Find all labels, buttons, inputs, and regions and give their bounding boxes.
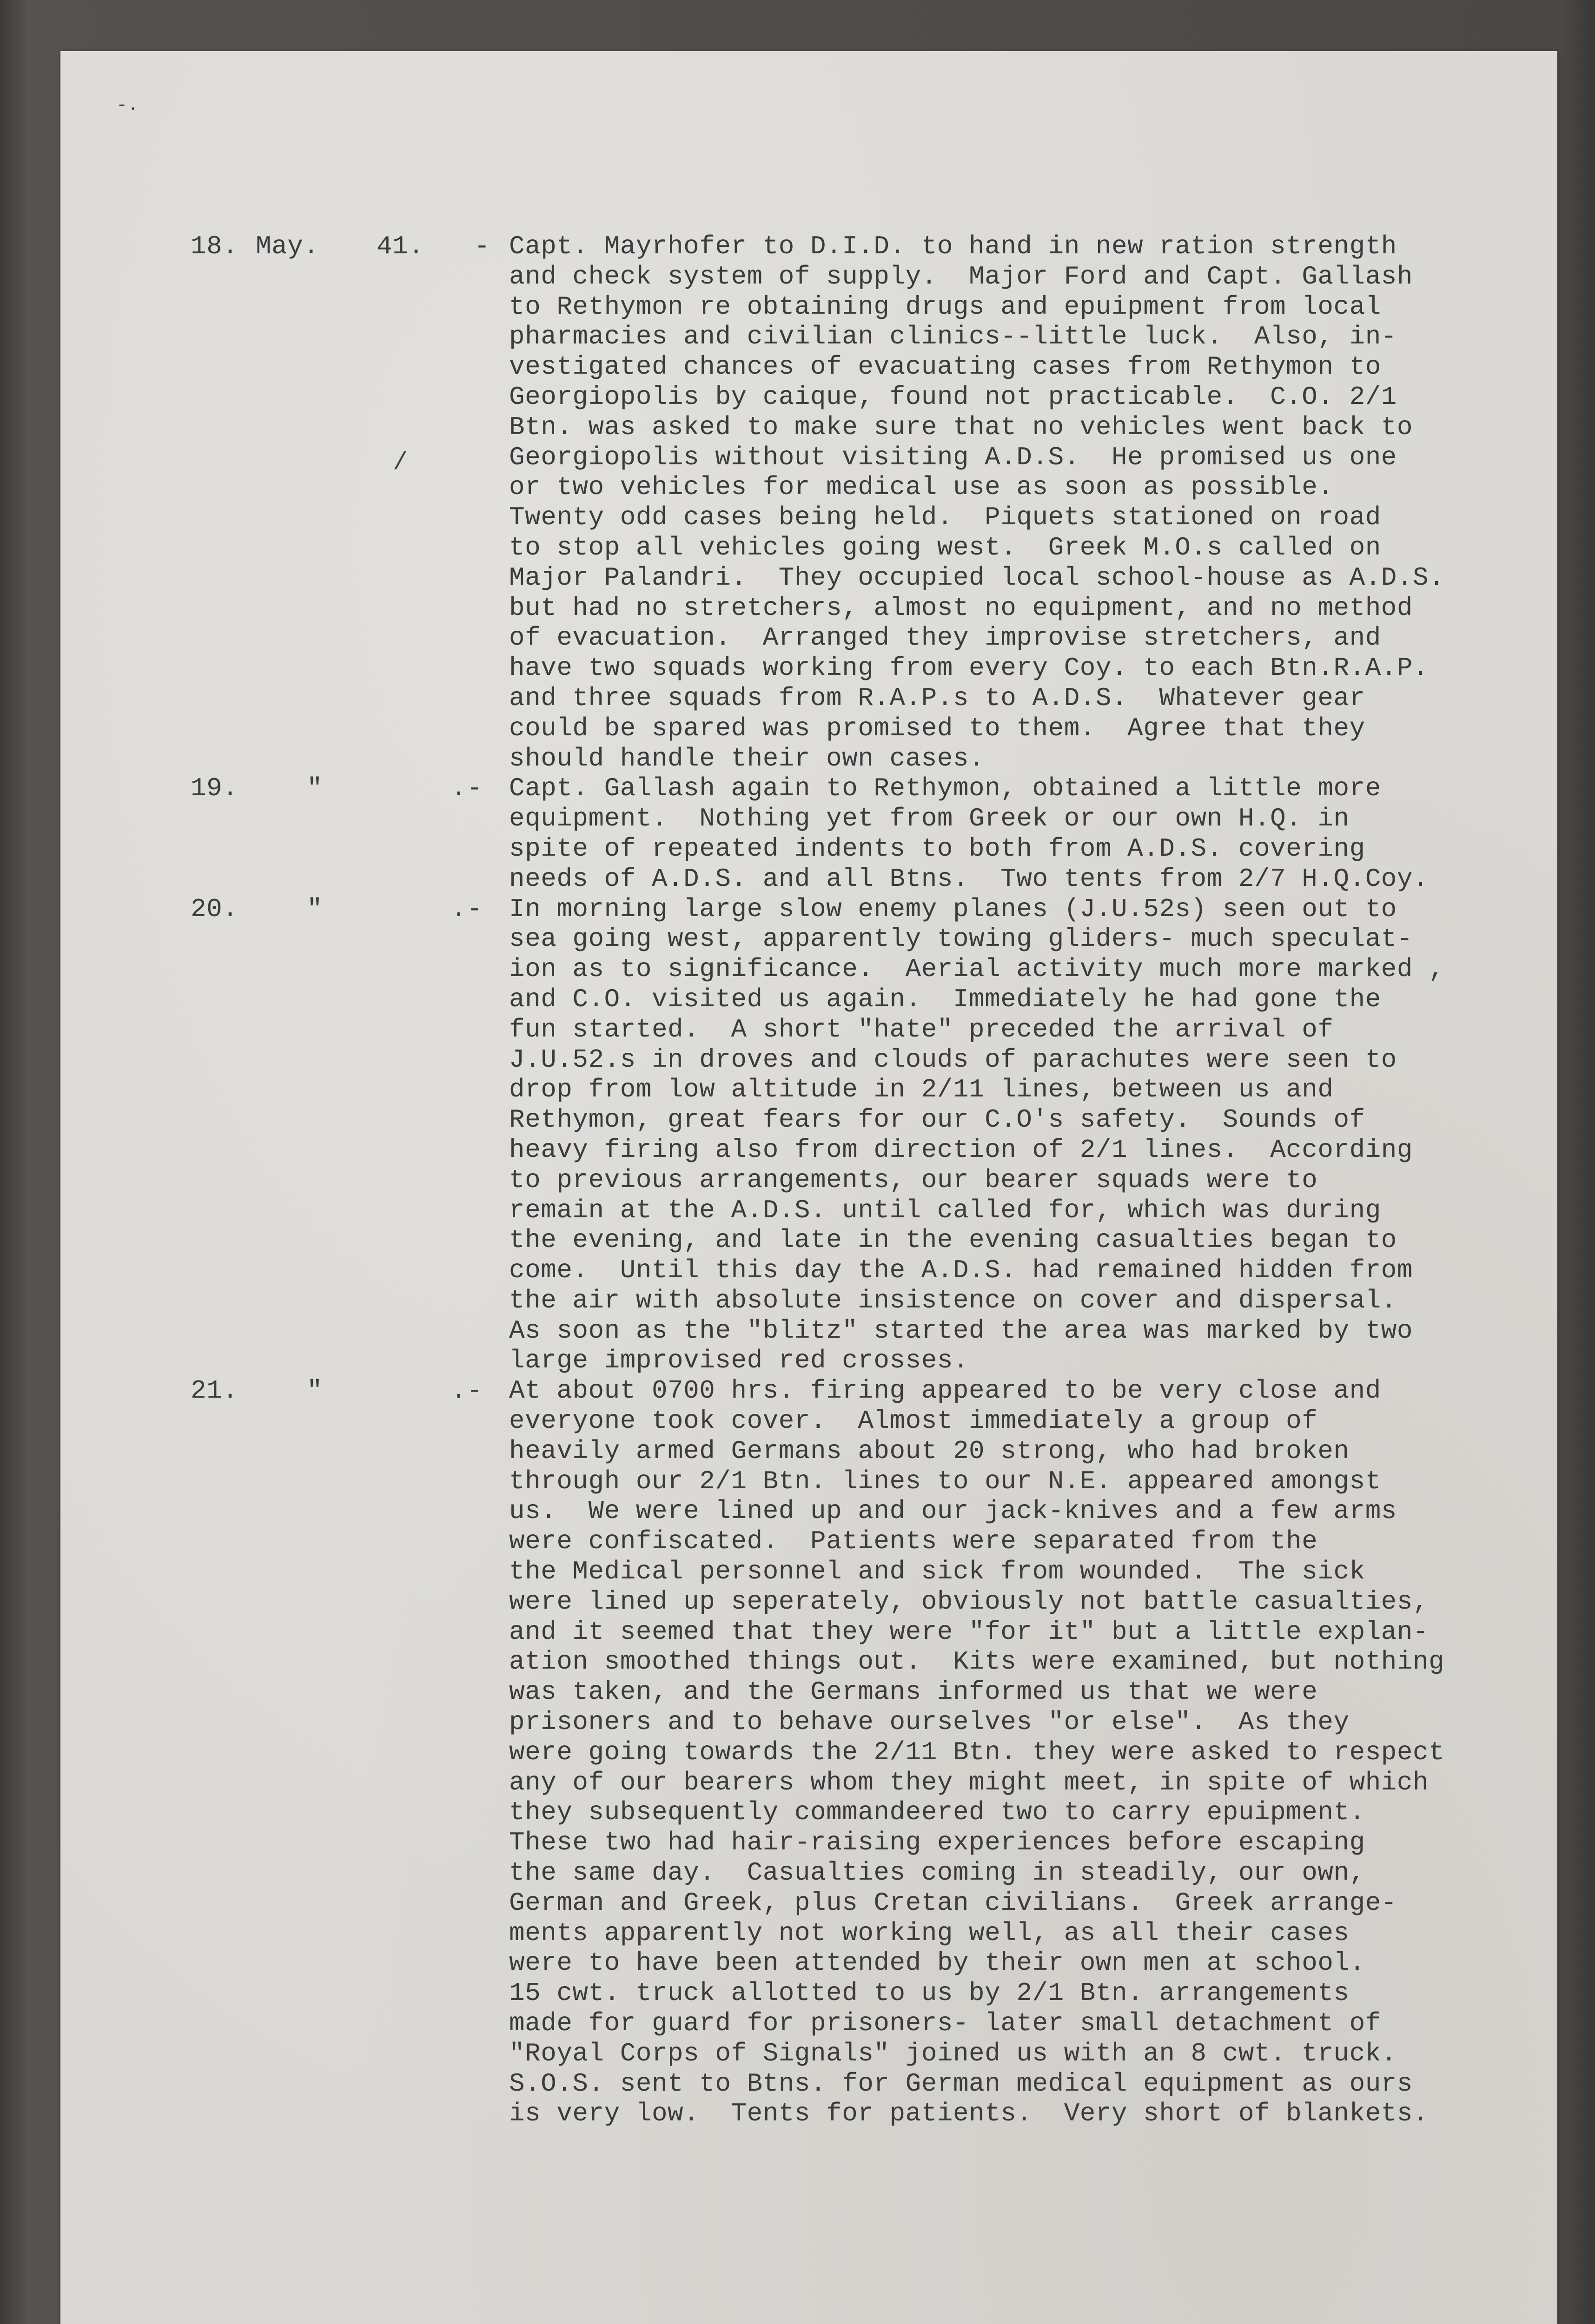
entry-line: the air with absolute insistence on cover and dispersal. [509,1285,1397,1315]
entry-line: were confiscated. Patients were separated from the [509,1526,1318,1557]
entry-line: At about 0700 hrs. firing appeared to be very close and [509,1376,1381,1406]
entry-line: the evening, and late in the evening casualties began to [509,1225,1397,1255]
entry-line: S.O.S. sent to Btns. for German medical equipment as ours [509,2068,1413,2099]
entry-line: drop from low altitude in 2/11 lines, between us and [509,1075,1334,1105]
entry-line: everyone took cover. Almost immediately a group of [509,1406,1318,1436]
entry-line: needs of A.D.S. and all Btns. Two tents from 2/7 H.Q.Coy. [509,864,1429,894]
entry-line: These two had hair-raising experiences before escaping [509,1828,1365,1858]
entry-line: heavy firing also from direction of 2/1 lines. According [509,1135,1413,1165]
entry-line: German and Greek, plus Cretan civilians. Greek arrange- [509,1888,1397,1918]
entry-day: 21. [191,1376,238,1406]
entry-date [191,231,490,262]
entry-body [509,1376,1548,2129]
entry-line: "Royal Corps of Signals" joined us with an 8 cwt. truck. [509,2038,1397,2068]
entry-line: Btn. was asked to make sure that no vehicles went back to [509,412,1413,442]
entry-day: 19. [191,773,238,804]
entry-day: 18. [191,231,238,261]
entry-month: May. [256,231,319,261]
entry-line: vestigated chances of evacuating cases from Rethymon to [509,352,1381,382]
entry-line: and three squads from R.A.P.s to A.D.S. Whatever gear [509,683,1365,713]
entry-line: prisoners and to behave ourselves "or else". As they [509,1707,1350,1737]
top-left-mark: -. [116,95,139,116]
entry-body [509,231,1548,773]
entry-date [191,1376,483,1406]
entry-line: equipment. Nothing yet from Greek or our own H.Q. in [509,804,1350,834]
entry-line: J.U.52.s in droves and clouds of parachutes were seen to [509,1044,1397,1075]
entry-line: they subsequently commandeered two to carry epuipment. [509,1797,1365,1828]
entry-separator: .- [451,1376,483,1406]
entry-separator: .- [451,894,483,924]
entry-separator: .- [451,773,483,804]
entry-line: Georgiopolis by caique, found not practicable. C.O. 2/1 [509,382,1397,412]
entry-line: Capt. Mayrhofer to D.I.D. to hand in new ration strength [509,231,1397,261]
entry-body [509,773,1548,894]
entry-line: is very low. Tents for patients. Very short of blankets. [509,2099,1429,2129]
entry-line: Twenty odd cases being held. Piquets stationed on road [509,502,1381,533]
entry-line: any of our bearers whom they might meet, in spite of which [509,1767,1429,1797]
entry-line: Rethymon, great fears for our C.O's safety. Sounds of [509,1105,1365,1135]
entry-line: pharmacies and civilian clinics--little luck. Also, in- [509,322,1397,352]
entry-line: heavily armed Germans about 20 strong, who had broken [509,1436,1350,1466]
entry-line: remain at the A.D.S. until called for, which was during [509,1195,1381,1225]
entry-line: ion as to significance. Aerial activity much more marked , [509,954,1445,984]
entry-line: As soon as the "blitz" started the area was marked by two [509,1315,1413,1346]
entry-line: spite of repeated indents to both from A.D.S. covering [509,833,1365,864]
entry-line: ments apparently not working well, as all their cases [509,1918,1350,1948]
entry-line: of evacuation. Arranged they improvise stretchers, and [509,623,1381,653]
diary-entry [191,773,1548,894]
entry-line: to previous arrangements, our bearer squads were to [509,1165,1318,1195]
entry-day: 20. [191,894,238,924]
entry-line: and C.O. visited us again. Immediately he had gone the [509,984,1381,1014]
entry-line: but had no stretchers, almost no equipment, and no method [509,593,1413,623]
entry-line: made for guard for prisoners- later small detachment of [509,2008,1381,2039]
entry-line: sea going west, apparently towing gliders- much speculat- [509,924,1413,954]
entry-line: In morning large slow enemy planes (J.U.52s) seen out to [509,894,1397,924]
entry-month: " [307,894,323,924]
entry-line: come. Until this day the A.D.S. had remained hidden from [509,1255,1413,1286]
entry-line: were lined up seperately, obviously not battle casualties, [509,1586,1429,1617]
war-diary-entries [191,231,1548,2129]
entry-line: could be spared was promised to them. Agree that they [509,713,1365,743]
entry-line: Major Palandri. They occupied local school-house as A.D.S. [509,562,1445,593]
entry-month: " [307,773,323,804]
margin-tick: / [393,449,408,477]
entry-line: to stop all vehicles going west. Greek M.O.s called on [509,532,1381,562]
entry-date [191,773,483,804]
entry-line: the Medical personnel and sick from wounded. The sick [509,1557,1365,1587]
entry-line: through our 2/1 Btn. lines to our N.E. appeared amongst [509,1466,1381,1496]
document-page [60,51,1557,2324]
entry-line: and check system of supply. Major Ford and Capt. Gallash [509,261,1413,291]
entry-line: was taken, and the Germans informed us that we were [509,1677,1318,1707]
entry-line: large improvised red crosses. [509,1346,969,1376]
entry-line: the same day. Casualties coming in steadily, our own, [509,1858,1365,1888]
entry-line: 15 cwt. truck allotted to us by 2/1 Btn. arrangements [509,1978,1350,2008]
entry-line: fun started. A short "hate" preceded the arrival of [509,1014,1334,1044]
entry-line: to Rethymon re obtaining drugs and epuipment from local [509,291,1381,322]
entry-month: " [307,1376,323,1406]
diary-entry [191,894,1548,1376]
entry-separator: - [474,231,490,261]
entry-line: ation smoothed things out. Kits were examined, but nothing [509,1647,1445,1677]
entry-date [191,894,483,924]
entry-line: should handle their own cases. [509,743,985,773]
entry-year: 41. [377,231,424,261]
entry-line: or two vehicles for medical use as soon as possible. [509,472,1334,502]
entry-line: and it seemed that they were "for it" but a little explan- [509,1617,1429,1647]
diary-entry [191,231,1548,773]
entry-line: Capt. Gallash again to Rethymon, obtained a little more [509,773,1381,804]
entry-body [509,894,1548,1376]
entry-line: were to have been attended by their own men at school. [509,1948,1365,1978]
entry-line: were going towards the 2/11 Btn. they were asked to respect [509,1737,1445,1767]
entry-line: Georgiopolis without visiting A.D.S. He promised us one [509,442,1397,472]
diary-entry [191,1376,1548,2129]
entry-line: have two squads working from every Coy. to each Btn.R.A.P. [509,653,1429,683]
entry-line: us. We were lined up and our jack-knives and a few arms [509,1496,1397,1526]
